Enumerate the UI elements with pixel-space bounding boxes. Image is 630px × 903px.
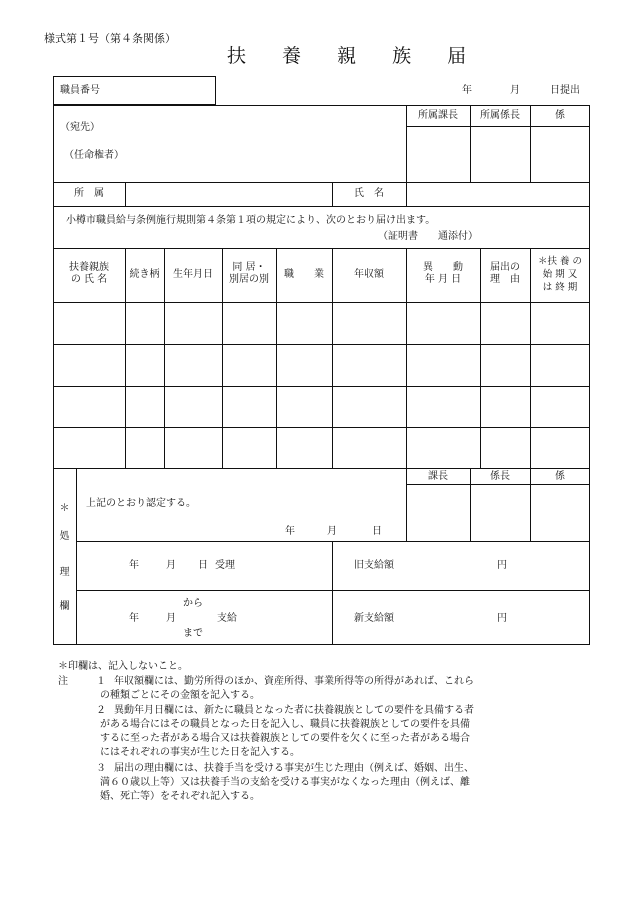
statement-line2: （証明書 通添付） bbox=[378, 231, 478, 242]
note-2-line: がある場合にはその職員となった日を記入し、職員に扶養親族としての要件を具備 bbox=[100, 719, 470, 730]
certified-text: 上記のとおり認定する。 bbox=[86, 498, 196, 509]
received-year-label: 年 bbox=[129, 560, 139, 571]
received-label: 受理 bbox=[215, 560, 235, 571]
header-occupation: 職 業 bbox=[284, 269, 324, 280]
old-amount-field[interactable] bbox=[410, 548, 490, 584]
divider bbox=[53, 248, 590, 249]
header-birthdate: 生年月日 bbox=[173, 269, 213, 280]
form-title: 扶 養 親 族 届 bbox=[227, 45, 482, 67]
submit-day-label: 日提出 bbox=[550, 85, 580, 96]
note-2-line: 異動年月日欄には、新たに職員となった者に扶養親族としての要件を具備する者 bbox=[114, 705, 474, 716]
received-month-label: 月 bbox=[166, 560, 176, 571]
old-amount-label: 旧支給額 bbox=[354, 560, 394, 571]
note-2-number: ２ bbox=[96, 705, 106, 716]
header-dependent-name: 扶養親族 の 氏 名 bbox=[69, 262, 109, 285]
table-row[interactable] bbox=[54, 345, 590, 386]
processing-mark: ＊ bbox=[59, 503, 70, 514]
divider bbox=[76, 541, 590, 542]
department-label: 所 属 bbox=[74, 188, 104, 199]
table-row[interactable] bbox=[54, 428, 590, 468]
submit-year-label: 年 bbox=[462, 85, 472, 96]
header-cohabitation: 同 居・ 別居の別 bbox=[229, 262, 269, 285]
payment-month-label: 月 bbox=[166, 613, 176, 624]
form-number: 様式第１号（第４条関係） bbox=[44, 32, 176, 45]
note-1-line: 年収額欄には、勤労所得のほか、資産所得、事業所得等の所得があれば、これら bbox=[114, 676, 474, 687]
received-day-label: 日 bbox=[198, 560, 208, 571]
note-3-line: 婚、死亡等）をそれぞれ記入する。 bbox=[100, 791, 260, 802]
name-field[interactable] bbox=[407, 183, 590, 206]
name-label: 氏 名 bbox=[354, 188, 384, 199]
payment-label: 支給 bbox=[217, 613, 237, 624]
approval-seal-subsection-chief[interactable] bbox=[471, 127, 530, 182]
new-amount-label: 新支給額 bbox=[354, 613, 394, 624]
header-reason: 届出の 理 由 bbox=[490, 262, 520, 285]
processing-chief-label: 課長 bbox=[428, 471, 448, 482]
addressee-label: （宛先） bbox=[60, 122, 100, 133]
divider bbox=[53, 468, 590, 469]
processing-label-2: 理 bbox=[59, 567, 70, 578]
processing-seal-chief[interactable] bbox=[407, 485, 470, 541]
note-3-number: ３ bbox=[96, 763, 106, 774]
divider bbox=[332, 541, 333, 645]
approval-seal-section-chief[interactable] bbox=[407, 127, 470, 182]
header-annual-income: 年収額 bbox=[354, 269, 384, 280]
header-change-date: 異 動 年 月 日 bbox=[423, 262, 463, 285]
processing-label-3: 欄 bbox=[59, 601, 70, 612]
payment-year-label: 年 bbox=[129, 613, 139, 624]
header-support-period: ＊扶 養 の 始 期 又 は 終 期 bbox=[537, 256, 583, 293]
new-amount-field[interactable] bbox=[410, 598, 490, 638]
certified-day-label: 日 bbox=[372, 526, 382, 537]
processing-seal-staff[interactable] bbox=[531, 485, 590, 541]
processing-staff-label: 係 bbox=[555, 471, 565, 482]
appointer-label: （任命権者） bbox=[64, 150, 124, 161]
note-3-line: 満６０歳以上等）又は扶養手当の支給を受ける事実がなくなった理由（例えば、離 bbox=[100, 777, 470, 788]
approval-seal-staff[interactable] bbox=[531, 127, 590, 182]
table-row[interactable] bbox=[54, 303, 590, 344]
approval-staff: 係 bbox=[555, 110, 565, 121]
certified-month-label: 月 bbox=[327, 526, 337, 537]
department-field[interactable] bbox=[126, 183, 332, 206]
note-label: 注 bbox=[58, 676, 68, 687]
divider bbox=[76, 468, 77, 645]
payment-from-label: から bbox=[183, 598, 203, 609]
divider bbox=[53, 206, 590, 207]
payment-until-label: まで bbox=[183, 628, 203, 639]
new-amount-unit: 円 bbox=[497, 613, 507, 624]
note-1-number: １ bbox=[96, 676, 106, 687]
certified-year-label: 年 bbox=[285, 526, 295, 537]
processing-seal-subchief[interactable] bbox=[471, 485, 530, 541]
approval-subsection-chief: 所属係長 bbox=[480, 110, 520, 121]
note-2-line: にはそれぞれの事実が生じた日を記入する。 bbox=[100, 747, 300, 758]
submit-month-label: 月 bbox=[510, 85, 520, 96]
header-relationship: 続き柄 bbox=[129, 269, 160, 280]
note-3-line: 届出の理由欄には、扶養手当を受ける事実が生じた理由（例えば、婚姻、出生、 bbox=[114, 763, 474, 774]
note-star: ＊印欄は、記入しないこと。 bbox=[58, 661, 188, 672]
processing-label-1: 処 bbox=[59, 531, 70, 542]
note-2-line: するに至った者がある場合又は扶養親族としての要件を欠くに至った者がある場合 bbox=[100, 733, 470, 744]
note-1-line: の種類ごとにその金額を記入する。 bbox=[100, 690, 260, 701]
table-row[interactable] bbox=[54, 387, 590, 427]
divider bbox=[76, 590, 590, 591]
approval-section-chief: 所属課長 bbox=[418, 110, 458, 121]
old-amount-unit: 円 bbox=[497, 560, 507, 571]
processing-subchief-label: 係長 bbox=[490, 471, 510, 482]
statement-line1: 小樽市職員給与条例施行規則第４条第１項の規定により、次のとおり届け出ます。 bbox=[66, 215, 436, 226]
employee-number-label: 職員番号 bbox=[60, 85, 100, 96]
